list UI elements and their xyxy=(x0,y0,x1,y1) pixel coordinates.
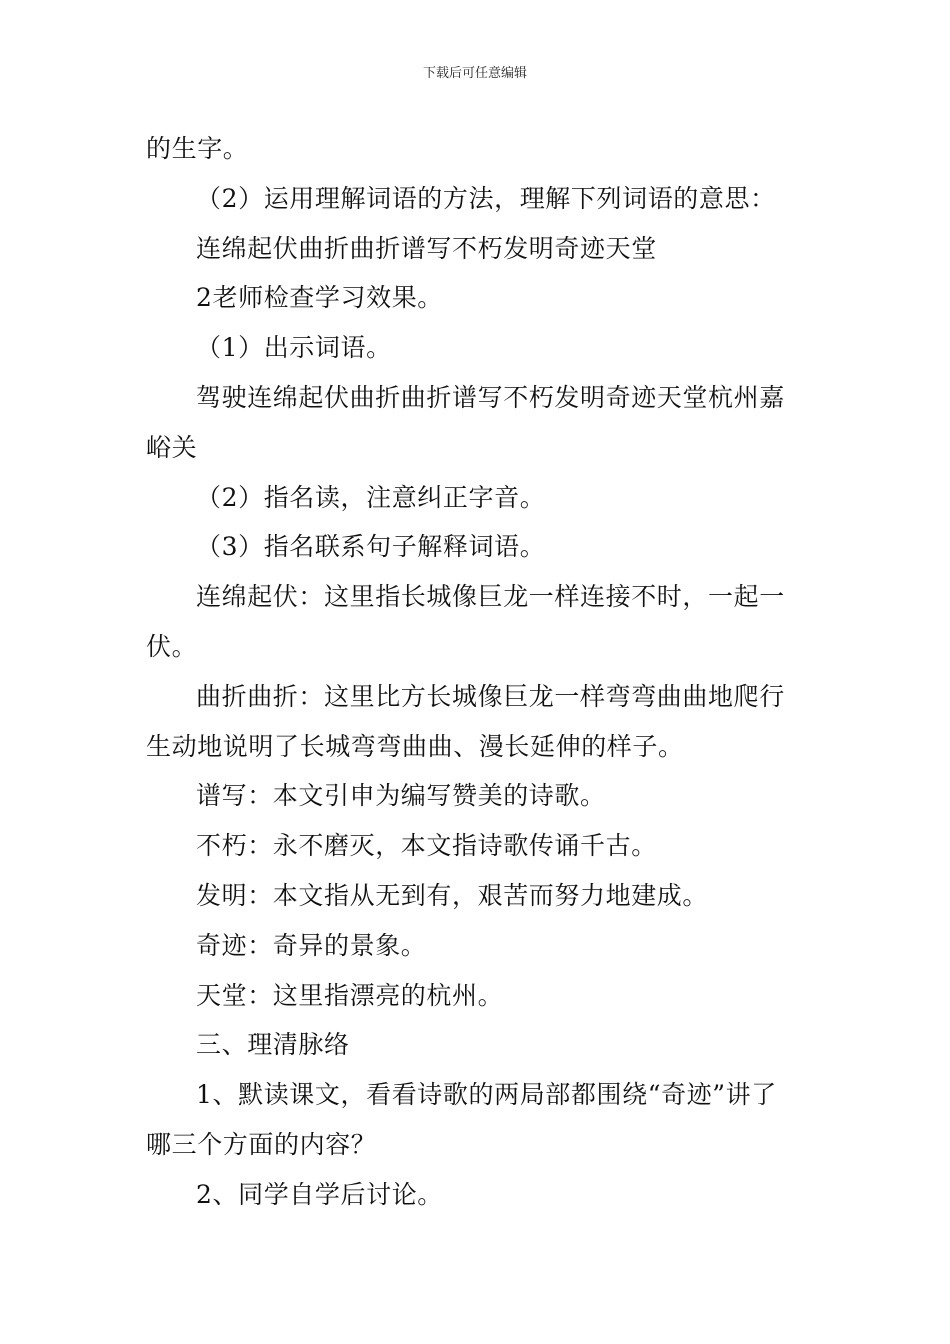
text-line-13: 生动地说明了长城弯弯曲曲、漫长延伸的样子。 xyxy=(146,731,684,761)
text-line-8: （2）指名读，注意纠正字音。 xyxy=(196,482,546,512)
text-line-1: 的生字。 xyxy=(146,134,249,163)
text-line-14: 谱写：本文引申为编写赞美的诗歌。 xyxy=(196,781,606,811)
text-line-4: 2老师检查学习效果。 xyxy=(196,283,443,313)
text-line-7: 峪关 xyxy=(146,432,198,462)
text-line-20: 1、默读课文，看看诗歌的两局部都围绕“奇迹”讲了 xyxy=(196,1080,777,1110)
text-line-19: 三、理清脉络 xyxy=(196,1030,350,1060)
text-line-2: （2）运用理解词语的方法，理解下列词语的意思： xyxy=(196,183,776,213)
text-line-10: 连绵起伏：这里指长城像巨龙一样连接不时，一起一 xyxy=(196,582,785,612)
document-body xyxy=(146,124,816,1220)
text-line-18: 天堂：这里指漂亮的杭州。 xyxy=(196,980,504,1010)
text-line-22: 2、同学自学后讨论。 xyxy=(196,1179,443,1209)
text-line-5: （1）出示词语。 xyxy=(196,333,392,363)
text-line-3: 连绵起伏曲折曲折谱写不朽发明奇迹天堂 xyxy=(196,233,657,263)
text-line-11: 伏。 xyxy=(146,631,198,661)
text-line-9: （3）指名联系句子解释词语。 xyxy=(196,532,546,562)
page-header: 下载后可任意编辑 xyxy=(422,66,527,81)
text-line-21: 哪三个方面的内容？ xyxy=(146,1129,377,1159)
text-line-16: 发明：本文指从无到有，艰苦而努力地建成。 xyxy=(196,880,709,910)
text-line-6: 驾驶连绵起伏曲折曲折谱写不朽发明奇迹天堂杭州嘉 xyxy=(196,382,785,412)
text-line-15: 不朽：永不磨灭，本文指诗歌传诵千古。 xyxy=(196,831,657,861)
text-line-17: 奇迹：奇异的景象。 xyxy=(196,930,427,960)
text-line-12: 曲折曲折：这里比方长城像巨龙一样弯弯曲曲地爬行 xyxy=(196,681,785,711)
